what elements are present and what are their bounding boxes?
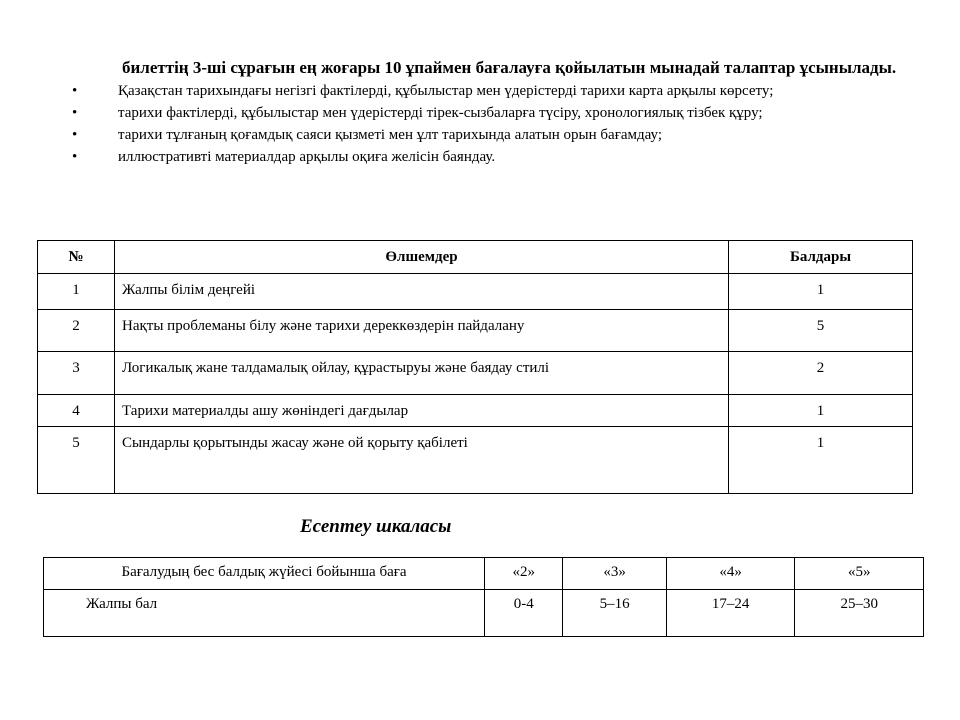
table-row bbox=[44, 590, 924, 637]
table-row bbox=[38, 427, 913, 494]
table-row bbox=[44, 558, 924, 590]
range-cell: 5–16 bbox=[563, 590, 666, 637]
bullet-item bbox=[72, 102, 902, 124]
table-row bbox=[38, 310, 913, 352]
row-score: 1 bbox=[729, 395, 913, 427]
bullet-item bbox=[72, 146, 902, 168]
total-points-label: Жалпы бал bbox=[44, 590, 485, 637]
bullet-text: тарихи тұлғаның қоғамдық саяси қызметі мен ұлт тарихында алатын орын бағамдау; bbox=[118, 127, 662, 143]
bullet-symbol: • bbox=[72, 83, 78, 99]
bullet-symbol: • bbox=[72, 127, 78, 143]
grade-cell: «3» bbox=[563, 558, 666, 590]
row-number: 4 bbox=[38, 395, 115, 427]
bullet-text: тарихи фактілерді, құбылыстар мен үдерістерді тірек-сызбаларға түсіру, хронологиялық тізбек құру; bbox=[118, 105, 763, 121]
intro-section bbox=[72, 56, 902, 168]
row-number: 3 bbox=[38, 352, 115, 395]
grade-system-label: Бағалудың бес балдық жүйесі бойынша баға bbox=[44, 558, 485, 590]
row-criterion: Нақты проблеманы білу және тарихи дереккөздерін пайдалану bbox=[115, 310, 729, 352]
row-criterion: Тарихи материалды ашу жөніндегі дағдылар bbox=[115, 395, 729, 427]
bullet-symbol: • bbox=[72, 149, 78, 165]
bullet-text: иллюстративті материалдар арқылы оқиға желісін баяндау. bbox=[118, 149, 496, 165]
grade-cell: «2» bbox=[485, 558, 563, 590]
criteria-table bbox=[37, 240, 913, 494]
bullet-item bbox=[72, 80, 902, 102]
bullet-symbol: • bbox=[72, 105, 78, 121]
table-row bbox=[38, 352, 913, 395]
table-header-row bbox=[38, 241, 913, 274]
row-score: 5 bbox=[729, 310, 913, 352]
range-cell: 17–24 bbox=[666, 590, 795, 637]
row-score: 1 bbox=[729, 274, 913, 310]
grade-cell: «4» bbox=[666, 558, 795, 590]
row-criterion: Сындарлы қорытынды жасау және ой қорыту қабілеті bbox=[115, 427, 729, 494]
header-score: Балдары bbox=[729, 241, 913, 274]
row-score: 2 bbox=[729, 352, 913, 395]
row-number: 2 bbox=[38, 310, 115, 352]
row-criterion: Логикалық жане талдамалық ойлау, құрастыруы және баядау стилі bbox=[115, 352, 729, 395]
scale-table bbox=[43, 557, 924, 637]
bullet-item bbox=[72, 124, 902, 146]
range-cell: 25–30 bbox=[795, 590, 924, 637]
table-row bbox=[38, 395, 913, 427]
grade-cell: «5» bbox=[795, 558, 924, 590]
row-number: 1 bbox=[38, 274, 115, 310]
bullet-text: Қазақстан тарихындағы негізгі фактілерді, құбылыстар мен үдерістерді тарихи карта арқылы көрсету; bbox=[118, 83, 774, 99]
range-cell: 0-4 bbox=[485, 590, 563, 637]
row-score: 1 bbox=[729, 427, 913, 494]
scale-title: Есептеу шкаласы bbox=[300, 516, 452, 537]
header-number: № bbox=[38, 241, 115, 274]
table-row bbox=[38, 274, 913, 310]
header-criteria: Өлшемдер bbox=[115, 241, 729, 274]
row-number: 5 bbox=[38, 427, 115, 494]
row-criterion: Жалпы білім деңгейі bbox=[115, 274, 729, 310]
intro-title: билеттің 3-ші сұрағын ең жоғары 10 ұпаймен бағалауға қойылатын мынадай талаптар ұсынылады. bbox=[122, 58, 897, 77]
